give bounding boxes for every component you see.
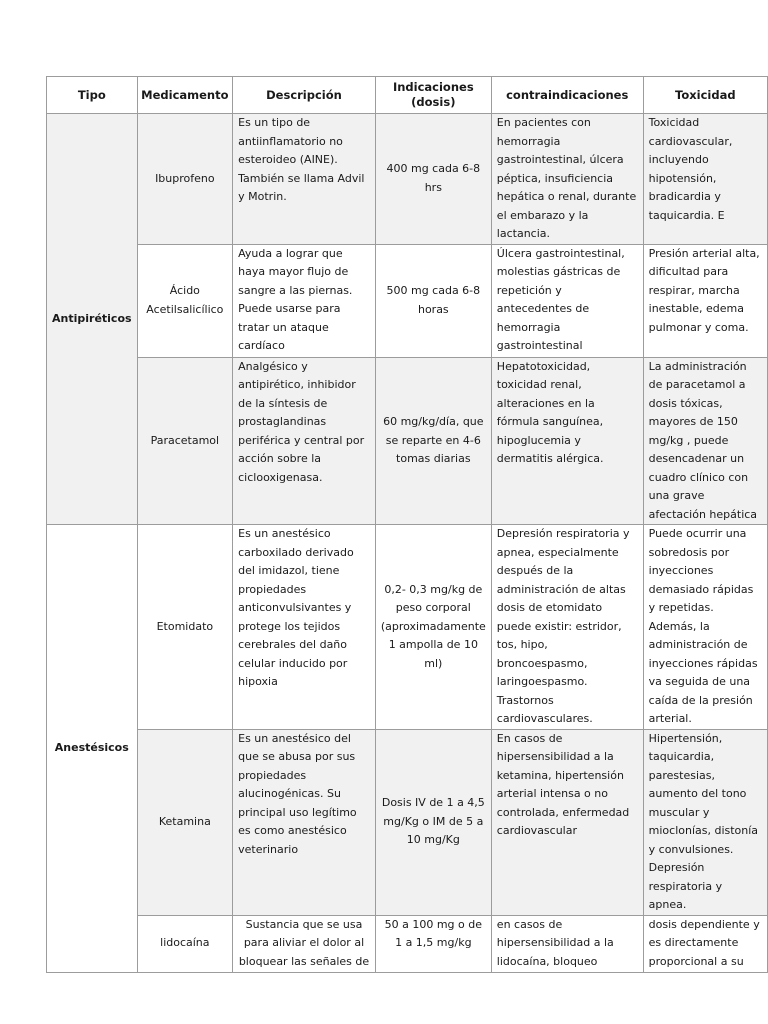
cell-medicamento: Paracetamol bbox=[137, 357, 233, 525]
cell-toxicidad: La administración de paracetamol a dosis tóxicas, mayores de 150 mg/kg , puede desencadenar un cuadro clínico con una grave afectación hepática bbox=[643, 357, 767, 525]
header-tipo: Tipo bbox=[47, 77, 138, 114]
cell-contraindicaciones: Depresión respiratoria y apnea, especialmente después de la administración de altas dosis de etomidato puede existir: estridor, tos, hipo, broncoespasmo, laringoespasmo. Trastornos cardiovasculares. bbox=[491, 525, 643, 730]
header-row bbox=[47, 77, 768, 114]
table-row bbox=[47, 525, 768, 730]
table-row bbox=[47, 244, 768, 357]
cell-medicamento: lidocaína bbox=[137, 915, 233, 972]
cell-toxicidad: dosis dependiente y es directamente proporcional a su bbox=[643, 915, 767, 972]
group-anestesicos: Anestésicos bbox=[47, 525, 138, 973]
cell-dosis: 60 mg/kg/día, que se reparte en 4-6 tomas diarias bbox=[375, 357, 491, 525]
cell-descripcion: Es un anestésico del que se abusa por sus propiedades alucinogénicas. Su principal uso legítimo es como anestésico veterinario bbox=[233, 729, 376, 915]
header-descripcion: Descripción bbox=[233, 77, 376, 114]
table-row bbox=[47, 114, 768, 245]
cell-medicamento: Etomidato bbox=[137, 525, 233, 730]
group-antipireticos: Antipiréticos bbox=[47, 114, 138, 525]
cell-contraindicaciones: En pacientes con hemorragia gastrointestinal, úlcera péptica, insuficiencia hepática o renal, durante el embarazo y la lactancia. bbox=[491, 114, 643, 245]
table-row bbox=[47, 729, 768, 915]
cell-descripcion: Sustancia que se usa para aliviar el dolor al bloquear las señales de bbox=[233, 915, 376, 972]
cell-contraindicaciones: En casos de hipersensibilidad a la ketamina, hipertensión arterial intensa o no controlada, enfermedad cardiovascular bbox=[491, 729, 643, 915]
cell-toxicidad: Presión arterial alta, dificultad para respirar, marcha inestable, edema pulmonar y coma. bbox=[643, 244, 767, 357]
cell-contraindicaciones: en casos de hipersensibilidad a la lidocaína, bloqueo bbox=[491, 915, 643, 972]
cell-descripcion: Es un anestésico carboxilado derivado del imidazol, tiene propiedades anticonvulsivantes y protege los tejidos cerebrales del daño celular inducido por hipoxia bbox=[233, 525, 376, 730]
header-medicamento: Medicamento bbox=[137, 77, 233, 114]
drug-table bbox=[46, 76, 768, 973]
cell-descripcion: Ayuda a lograr que haya mayor flujo de sangre a las piernas. Puede usarse para tratar un ataque cardíaco bbox=[233, 244, 376, 357]
cell-toxicidad: Puede ocurrir una sobredosis por inyecciones demasiado rápidas y repetidas. Además, la administración de inyecciones rápidas va seguida de una caída de la presión arterial. bbox=[643, 525, 767, 730]
header-contraindicaciones: contraindicaciones bbox=[491, 77, 643, 114]
cell-toxicidad: Toxicidad cardiovascular, incluyendo hipotensión, bradicardia y taquicardia. E bbox=[643, 114, 767, 245]
cell-medicamento: Ketamina bbox=[137, 729, 233, 915]
cell-toxicidad: Hipertensión, taquicardia, parestesias, aumento del tono muscular y mioclonías, distonía y convulsiones. Depresión respiratoria y apnea. bbox=[643, 729, 767, 915]
cell-medicamento: Ácido Acetilsalicílico bbox=[137, 244, 233, 357]
cell-dosis: Dosis IV de 1 a 4,5 mg/Kg o IM de 5 a 10 mg/Kg bbox=[375, 729, 491, 915]
cell-dosis: 50 a 100 mg o de 1 a 1,5 mg/kg bbox=[375, 915, 491, 972]
header-toxicidad: Toxicidad bbox=[643, 77, 767, 114]
header-indicaciones: Indicaciones (dosis) bbox=[375, 77, 491, 114]
cell-contraindicaciones: Úlcera gastrointestinal, molestias gástricas de repetición y antecedentes de hemorragia gastrointestinal bbox=[491, 244, 643, 357]
cell-descripcion: Es un tipo de antiinflamatorio no esteroideo (AINE). También se llama Advil y Motrin. bbox=[233, 114, 376, 245]
table-row bbox=[47, 915, 768, 972]
cell-dosis: 0,2- 0,3 mg/kg de peso corporal (aproximadamente 1 ampolla de 10 ml) bbox=[375, 525, 491, 730]
cell-descripcion: Analgésico y antipirético, inhibidor de la síntesis de prostaglandinas periférica y central por acción sobre la ciclooxigenasa. bbox=[233, 357, 376, 525]
cell-medicamento: Ibuprofeno bbox=[137, 114, 233, 245]
table-row bbox=[47, 357, 768, 525]
cell-dosis: 500 mg cada 6-8 horas bbox=[375, 244, 491, 357]
cell-dosis: 400 mg cada 6-8 hrs bbox=[375, 114, 491, 245]
cell-contraindicaciones: Hepatotoxicidad, toxicidad renal, alteraciones en la fórmula sanguínea, hipoglucemia y dermatitis alérgica. bbox=[491, 357, 643, 525]
